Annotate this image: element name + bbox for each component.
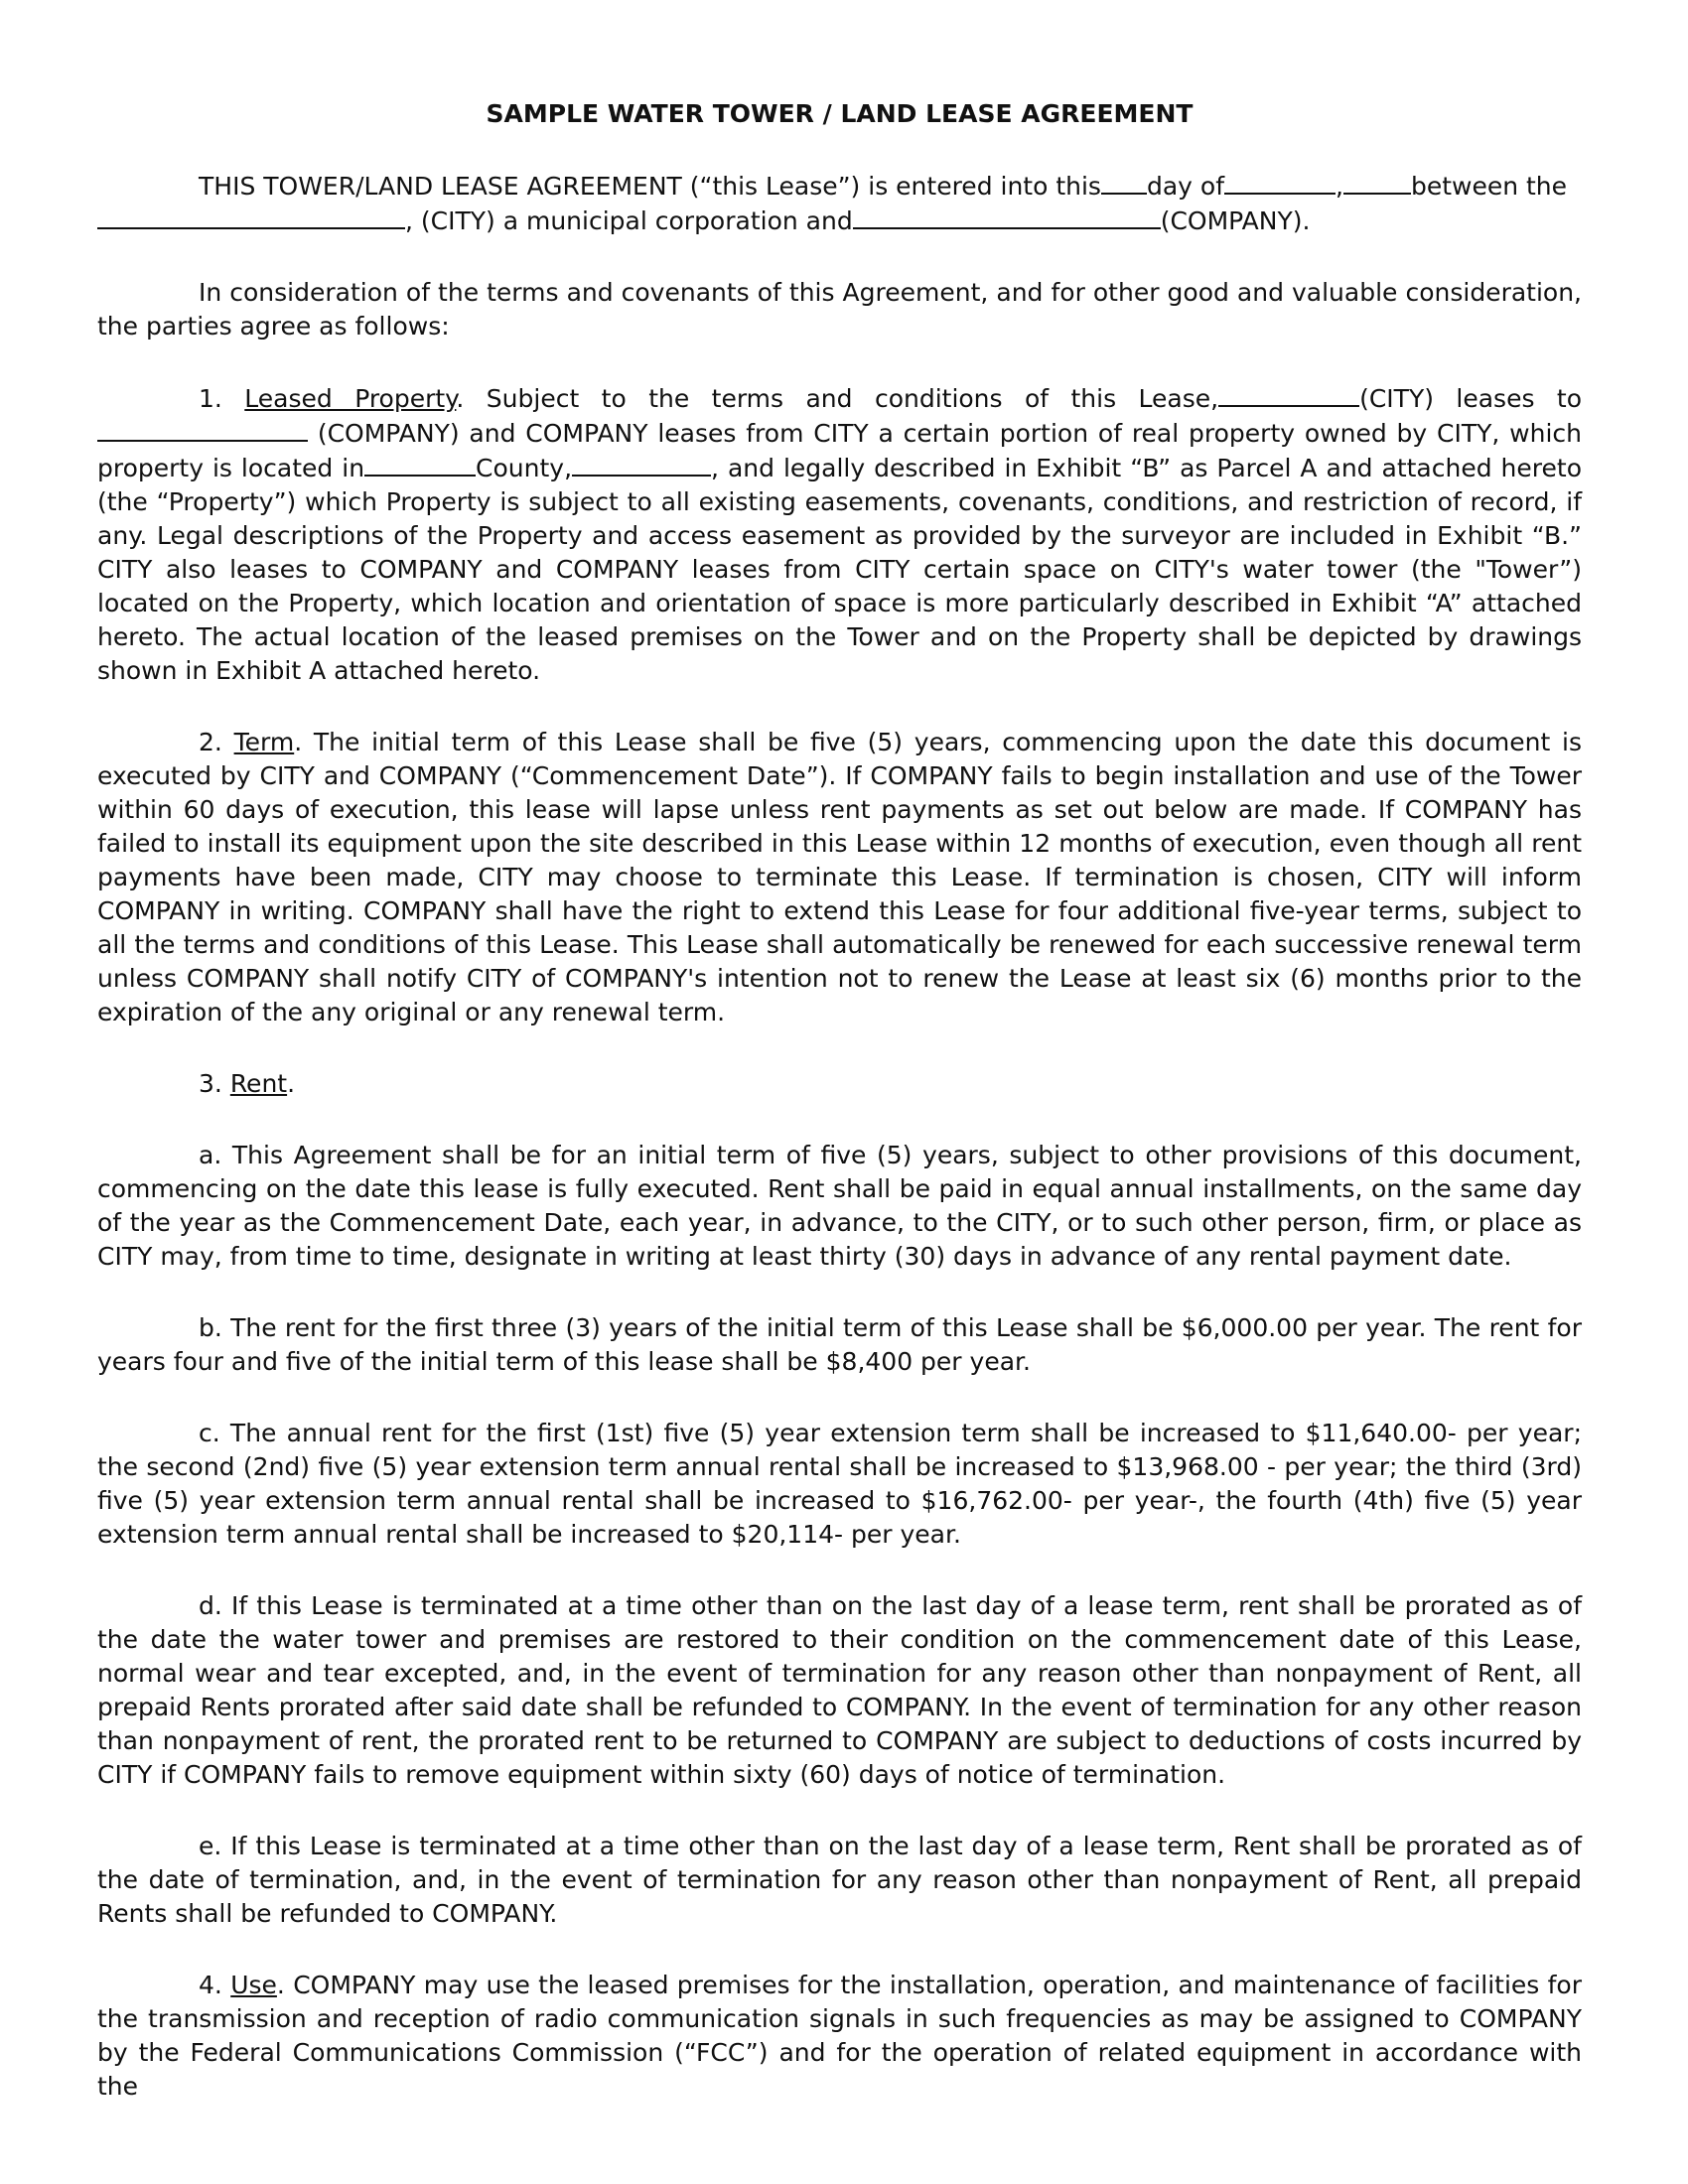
rent-clause-a: a. This Agreement shall be for an initial term of five (5) years, subject to other provisions of this document, commencing on the date this lease is fully executed. Rent shall be paid in equal annual installments, on the same day of the year as the Commencement Date, each year, in advance, to the CITY, or to such other person, firm, or place as CITY may, from time to time, designate in writing at least thirty (30) days in advance of any rental payment date. [97,1141,1582,1271]
company-blank[interactable] [97,416,308,442]
rent-clause-e: e. If this Lease is terminated at a time other than on the last day of a lease term, Rent shall be prorated as of the date of termination, and, in the event of termination for any reason other than nonpayment of Rent, all prepaid Rents shall be refunded to COMPANY. [97,1832,1582,1928]
section-rent: 3. Rent. [199,1069,296,1098]
city-blank[interactable] [1218,381,1359,407]
section-term: 2. Term. The initial term of this Lease shall be five (5) years, commencing upon the date this document is executed by CITY and COMPANY (“Commencement Date”). If COMPANY fails to begin installation and use of the Tower within 60 days of execution, this lease will lapse unless rent payments as set out below are made. If COMPANY has failed to install its equipment upon the site described in this Lease within 12 months of execution, even though all rent payments have been made, CITY may choose to terminate this Lease. If termination is chosen, CITY will inform COMPANY in writing. COMPANY shall have the right to extend this Lease for four additional five-year terms, subject to all the terms and conditions of this Lease. This Lease shall automatically be renewed for each successive renewal term unless COMPANY shall notify CITY of COMPANY's intention not to renew the Lease at least six (6) months prior to the expiration of the any original or any renewal term. [97,728,1582,1026]
section-heading: Rent [229,1069,288,1098]
section-heading: Leased Property [244,384,457,413]
intro-paragraph: THIS TOWER/LAND LEASE AGREEMENT (“this Lease”) is entered into this day of , between the , (CITY) a municipal corporation and (COMPANY). [97,169,1582,238]
rent-clause-c: c. The annual rent for the first (1st) five (5) year extension term shall be increased to $11,640.00- per year; the second (2nd) five (5) year extension term annual rental shall be increased to $13,968.00 - per year; the third (3rd) five (5) year extension term annual rental shall be increased to $16,762.00- per year-, the fourth (4th) five (5) year extension term annual rental shall be increased to $20,114- per year. [97,1419,1582,1549]
month-blank[interactable] [1224,169,1336,195]
section-leased-property: 1. Leased Property. Subject to the terms and conditions of this Lease, (CITY) leases to (COMPANY) and COMPANY leases from CITY a certain portion of real property owned by CITY, which property is located in County, , and legally described in Exhibit “B” as Parcel A and attached hereto (the “Property”) which Property is subject to all existing easements, covenants, conditions, and restriction of record, if any. Legal descriptions of the Property and access easement as provided by the surveyor are included in Exhibit “B.” CITY also leases to COMPANY and COMPANY leases from CITY certain space on CITY's water tower (the "Tower”) located on the Property, which location and orientation of space is more particularly described in Exhibit “A” attached hereto. The actual location of the leased premises on the Tower and on the Property shall be depicted by drawings shown in Exhibit A attached hereto. [97,381,1582,688]
year-blank[interactable] [1343,169,1411,195]
section-heading: Use [230,1971,277,1999]
day-blank[interactable] [1101,169,1147,195]
rent-clause-b: b. The rent for the first three (3) years of the initial term of this Lease shall be $6,000.00 per year. The rent for years four and five of the initial term of this lease shall be $8,400 per year. [97,1313,1582,1376]
rent-clause-d: d. If this Lease is terminated at a time other than on the last day of a lease term, rent shall be prorated as of the date the water tower and premises are restored to their condition on the commencement date of this Lease, normal wear and tear excepted, and, in the event of termination for any reason other than nonpayment of Rent, all prepaid Rents prorated after said date shall be refunded to COMPANY. In the event of termination for any other reason than nonpayment of rent, the prorated rent to be returned to COMPANY are subject to deductions of costs incurred by CITY if COMPANY fails to remove equipment within sixty (60) days of notice of termination. [97,1591,1582,1789]
document-title: SAMPLE WATER TOWER / LAND LEASE AGREEMENT [486,99,1194,128]
section-heading: Term [233,728,295,756]
county-blank[interactable] [364,451,476,477]
state-blank[interactable] [572,451,711,477]
consideration-paragraph: In consideration of the terms and covenants of this Agreement, and for other good and valuable consideration, the parties agree as follows: [97,278,1582,341]
city-name-blank[interactable] [97,204,405,229]
company-name-blank[interactable] [853,204,1161,229]
section-use: 4. Use. COMPANY may use the leased premises for the installation, operation, and maintenance of facilities for the transmission and reception of radio communication signals in such frequencies as may be assigned to COMPANY by the Federal Communications Commission (“FCC”) and for the operation of related equipment in accordance with the [97,1971,1582,2101]
